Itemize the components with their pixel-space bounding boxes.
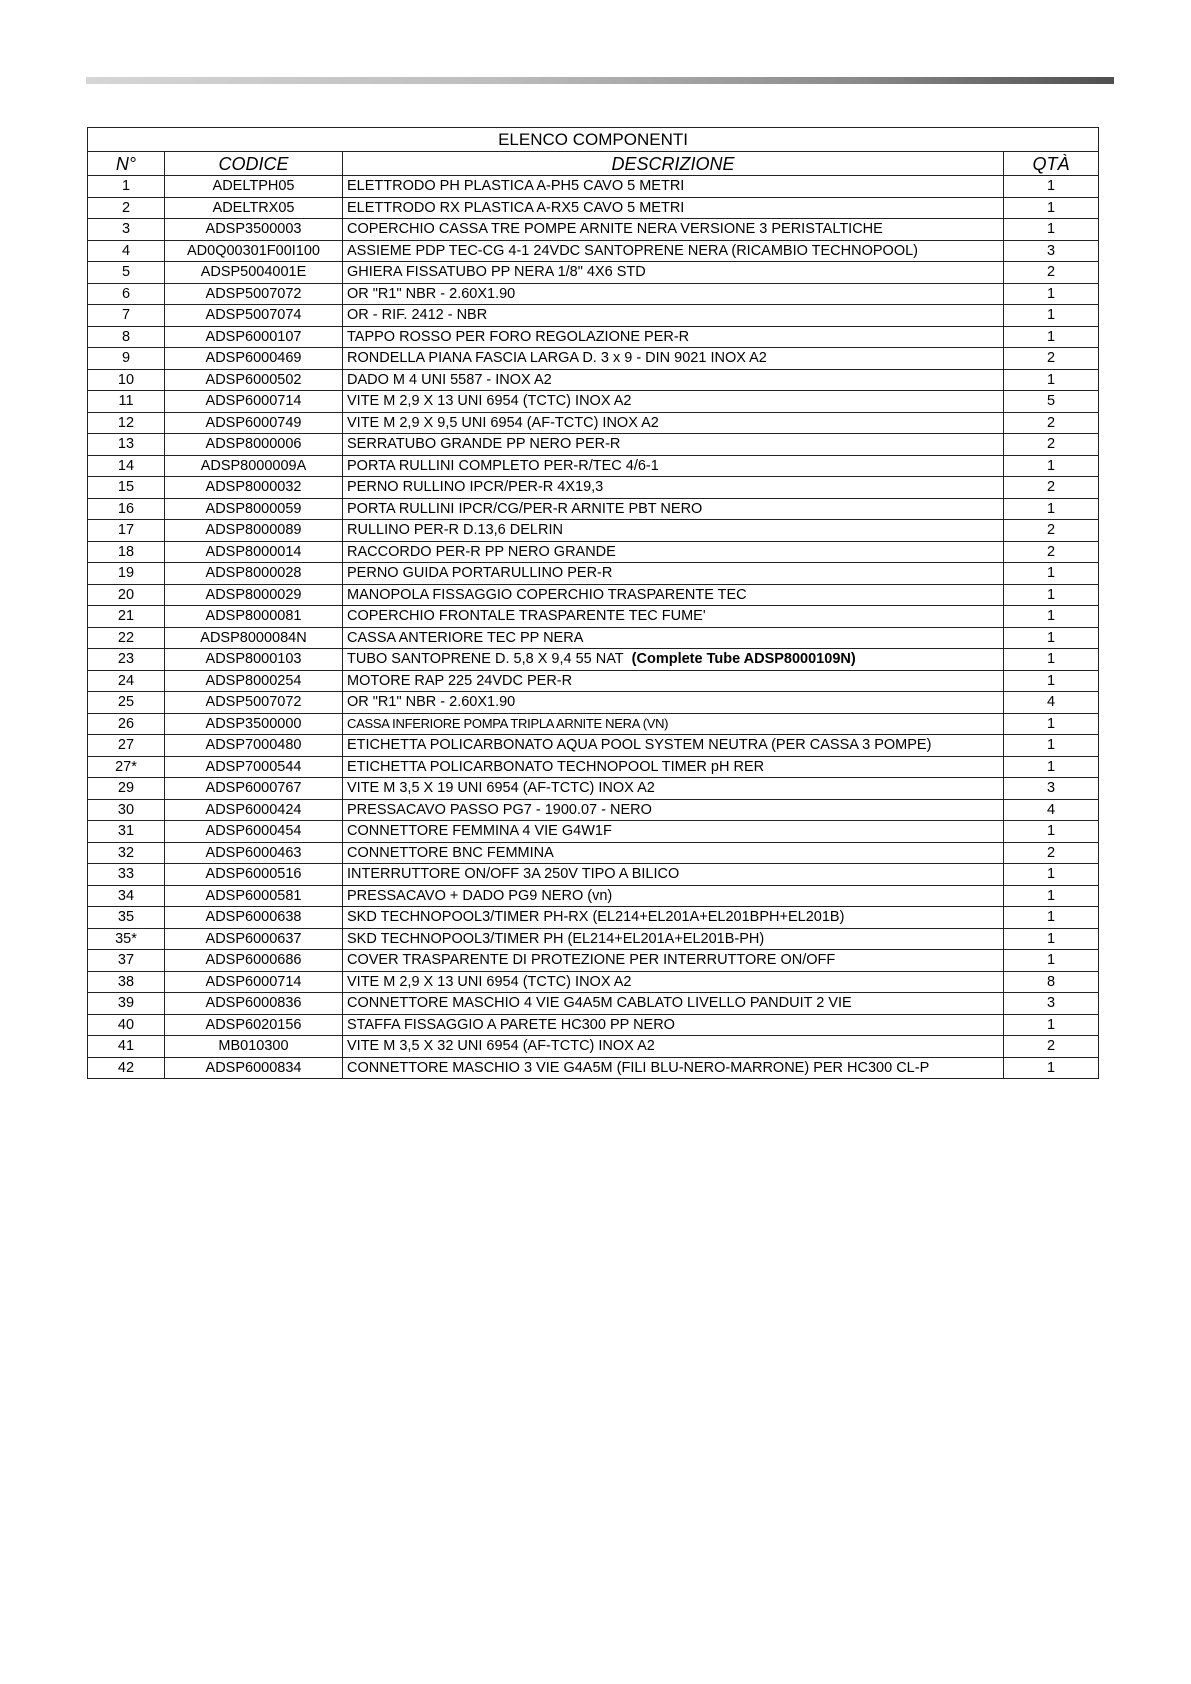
row-description (343, 799, 1004, 821)
row-description (343, 240, 1004, 262)
table-body (88, 176, 1099, 1079)
row-quantity: 1 (1004, 864, 1099, 886)
row-quantity: 4 (1004, 692, 1099, 714)
row-number: 1 (88, 176, 165, 198)
table-row (88, 262, 1099, 284)
row-quantity: 1 (1004, 756, 1099, 778)
row-description (343, 950, 1004, 972)
row-number: 24 (88, 670, 165, 692)
row-code: ADSP8000254 (165, 670, 343, 692)
row-description (343, 541, 1004, 563)
row-number: 33 (88, 864, 165, 886)
table-row (88, 584, 1099, 606)
row-description-text: OR - RIF. 2412 - NBR (347, 307, 488, 324)
row-description (343, 326, 1004, 348)
row-number: 29 (88, 778, 165, 800)
row-description-text: CASSA ANTERIORE TEC PP NERA (347, 629, 584, 646)
table-row (88, 606, 1099, 628)
row-code: ADSP6000686 (165, 950, 343, 972)
row-description-text: OR "R1" NBR - 2.60X1.90 (347, 285, 516, 302)
row-code: ADSP6020156 (165, 1014, 343, 1036)
row-code: ADSP8000084N (165, 627, 343, 649)
table-row (88, 1036, 1099, 1058)
row-description (343, 412, 1004, 434)
row-description-text: DADO M 4 UNI 5587 - INOX A2 (347, 371, 552, 388)
row-description (343, 928, 1004, 950)
table-row (88, 950, 1099, 972)
row-description-text: VITE M 2,9 X 13 UNI 6954 (TCTC) INOX A2 (347, 973, 632, 990)
row-number: 37 (88, 950, 165, 972)
row-quantity: 1 (1004, 713, 1099, 735)
row-description-text: CONNETTORE MASCHIO 3 VIE G4A5M (FILI BLU-NERO-MARRONE) PER HC300 CL-P (347, 1059, 930, 1076)
row-quantity: 1 (1004, 670, 1099, 692)
row-description-text: MANOPOLA FISSAGGIO COPERCHIO TRASPARENTE TEC (347, 586, 747, 603)
row-description-text: COPERCHIO CASSA TRE POMPE ARNITE NERA VERSIONE 3 PERISTALTICHE (347, 221, 883, 238)
table-row (88, 821, 1099, 843)
row-description-text: PRESSACAVO + DADO PG9 NERO (vn) (347, 887, 613, 904)
header-rule (86, 77, 1114, 84)
row-description (343, 1057, 1004, 1079)
table-row (88, 455, 1099, 477)
table-row (88, 391, 1099, 413)
row-description-text: STAFFA FISSAGGIO A PARETE HC300 PP NERO (347, 1016, 675, 1033)
row-description-note: (Complete Tube ADSP8000109N) (631, 651, 856, 668)
row-description-text: OR "R1" NBR - 2.60X1.90 (347, 694, 516, 711)
header-quantity: QTÀ (1004, 152, 1099, 176)
row-code: ADSP6000714 (165, 971, 343, 993)
table-row (88, 1014, 1099, 1036)
table-row (88, 520, 1099, 542)
row-description (343, 563, 1004, 585)
row-number: 9 (88, 348, 165, 370)
row-description (343, 498, 1004, 520)
row-number: 15 (88, 477, 165, 499)
row-description-text: RACCORDO PER-R PP NERO GRANDE (347, 543, 616, 560)
row-quantity: 1 (1004, 197, 1099, 219)
row-number: 25 (88, 692, 165, 714)
row-code: ADSP6000502 (165, 369, 343, 391)
row-code: MB010300 (165, 1036, 343, 1058)
table-row (88, 283, 1099, 305)
row-quantity: 2 (1004, 477, 1099, 499)
row-code: AD0Q00301F00I100 (165, 240, 343, 262)
table-row (88, 799, 1099, 821)
row-number: 4 (88, 240, 165, 262)
row-description (343, 219, 1004, 241)
row-description-text: PORTA RULLINI COMPLETO PER-R/TEC 4/6-1 (347, 457, 659, 474)
row-description (343, 1014, 1004, 1036)
row-number: 6 (88, 283, 165, 305)
row-quantity: 3 (1004, 778, 1099, 800)
row-description (343, 649, 1004, 671)
row-number: 35 (88, 907, 165, 929)
row-description (343, 477, 1004, 499)
table-row (88, 778, 1099, 800)
row-description-text: CONNETTORE FEMMINA 4 VIE G4W1F (347, 823, 612, 840)
row-number: 7 (88, 305, 165, 327)
row-code: ADSP7000544 (165, 756, 343, 778)
row-code: ADSP8000103 (165, 649, 343, 671)
row-quantity: 1 (1004, 369, 1099, 391)
row-quantity: 2 (1004, 541, 1099, 563)
row-description-text: COVER TRASPARENTE DI PROTEZIONE PER INTERRUTTORE ON/OFF (347, 952, 836, 969)
row-quantity: 1 (1004, 928, 1099, 950)
row-quantity: 1 (1004, 627, 1099, 649)
row-number: 13 (88, 434, 165, 456)
row-quantity: 1 (1004, 1057, 1099, 1079)
row-quantity: 1 (1004, 885, 1099, 907)
row-number: 39 (88, 993, 165, 1015)
row-code: ADSP6000424 (165, 799, 343, 821)
row-code: ADSP8000059 (165, 498, 343, 520)
table-row (88, 240, 1099, 262)
row-description (343, 971, 1004, 993)
row-code: ADSP6000454 (165, 821, 343, 843)
row-code: ADELTPH05 (165, 176, 343, 198)
row-quantity: 2 (1004, 412, 1099, 434)
row-description (343, 1036, 1004, 1058)
row-number: 10 (88, 369, 165, 391)
row-number: 27 (88, 735, 165, 757)
row-description-text: RULLINO PER-R D.13,6 DELRIN (347, 522, 563, 539)
row-quantity: 1 (1004, 326, 1099, 348)
row-quantity: 1 (1004, 305, 1099, 327)
table-row (88, 928, 1099, 950)
row-number: 31 (88, 821, 165, 843)
row-number: 41 (88, 1036, 165, 1058)
row-number: 17 (88, 520, 165, 542)
table-row (88, 412, 1099, 434)
row-description (343, 778, 1004, 800)
row-number: 30 (88, 799, 165, 821)
row-description (343, 369, 1004, 391)
table-row (88, 713, 1099, 735)
table-row (88, 670, 1099, 692)
table-row (88, 176, 1099, 198)
row-quantity: 3 (1004, 993, 1099, 1015)
row-description-text: ETICHETTA POLICARBONATO AQUA POOL SYSTEM NEUTRA (PER CASSA 3 POMPE) (347, 737, 932, 754)
row-description-text: SKD TECHNOPOOL3/TIMER PH-RX (EL214+EL201A+EL201BPH+EL201B) (347, 909, 845, 926)
row-description-text: RONDELLA PIANA FASCIA LARGA D. 3 x 9 - DIN 9021 INOX A2 (347, 350, 767, 367)
row-description-text: VITE M 3,5 X 32 UNI 6954 (AF-TCTC) INOX A2 (347, 1038, 655, 1055)
row-quantity: 2 (1004, 842, 1099, 864)
row-description (343, 520, 1004, 542)
row-description-text: ELETTRODO PH PLASTICA A-PH5 CAVO 5 METRI (347, 178, 685, 195)
table-row (88, 541, 1099, 563)
row-number: 22 (88, 627, 165, 649)
row-description (343, 821, 1004, 843)
row-description-text: GHIERA FISSATUBO PP NERA 1/8" 4X6 STD (347, 264, 646, 281)
row-number: 5 (88, 262, 165, 284)
row-code: ADSP8000006 (165, 434, 343, 456)
table-row (88, 348, 1099, 370)
row-description (343, 907, 1004, 929)
row-description-text: SKD TECHNOPOOL3/TIMER PH (EL214+EL201A+EL201B-PH) (347, 930, 765, 947)
row-description-text: SERRATUBO GRANDE PP NERO PER-R (347, 436, 621, 453)
row-quantity: 1 (1004, 821, 1099, 843)
row-code: ADSP6000463 (165, 842, 343, 864)
row-number: 27* (88, 756, 165, 778)
row-number: 18 (88, 541, 165, 563)
row-description (343, 176, 1004, 198)
row-code: ADSP6000638 (165, 907, 343, 929)
row-description (343, 197, 1004, 219)
table-row (88, 369, 1099, 391)
row-number: 35* (88, 928, 165, 950)
table-title: ELENCO COMPONENTI (88, 128, 1099, 152)
row-description-text: COPERCHIO FRONTALE TRASPARENTE TEC FUME' (347, 608, 706, 625)
row-quantity: 4 (1004, 799, 1099, 821)
row-description (343, 670, 1004, 692)
row-description-text: ASSIEME PDP TEC-CG 4-1 24VDC SANTOPRENE NERA (RICAMBIO TECHNOPOOL) (347, 242, 919, 259)
table-title-row (88, 128, 1099, 152)
table-row (88, 971, 1099, 993)
row-code: ADSP6000749 (165, 412, 343, 434)
row-code: ADSP6000107 (165, 326, 343, 348)
row-description (343, 391, 1004, 413)
row-number: 19 (88, 563, 165, 585)
row-description (343, 842, 1004, 864)
row-description (343, 348, 1004, 370)
table-row (88, 197, 1099, 219)
row-code: ADSP6000834 (165, 1057, 343, 1079)
row-code: ADSP6000637 (165, 928, 343, 950)
row-quantity: 1 (1004, 283, 1099, 305)
row-code: ADSP6000767 (165, 778, 343, 800)
row-description-text: VITE M 2,9 X 9,5 UNI 6954 (AF-TCTC) INOX A2 (347, 414, 659, 431)
row-number: 14 (88, 455, 165, 477)
row-quantity: 1 (1004, 950, 1099, 972)
row-quantity: 2 (1004, 520, 1099, 542)
row-number: 12 (88, 412, 165, 434)
row-quantity: 2 (1004, 348, 1099, 370)
table-row (88, 498, 1099, 520)
row-quantity: 1 (1004, 649, 1099, 671)
table-row (88, 649, 1099, 671)
row-description-text: PERNO GUIDA PORTARULLINO PER-R (347, 565, 613, 582)
row-code: ADSP6000581 (165, 885, 343, 907)
row-description-text: CONNETTORE MASCHIO 4 VIE G4A5M CABLATO LIVELLO PANDUIT 2 VIE (347, 995, 852, 1012)
row-number: 26 (88, 713, 165, 735)
row-description-text: INTERRUTTORE ON/OFF 3A 250V TIPO A BILICO (347, 866, 680, 883)
row-code: ADSP8000029 (165, 584, 343, 606)
row-number: 8 (88, 326, 165, 348)
row-quantity: 1 (1004, 498, 1099, 520)
row-quantity: 3 (1004, 240, 1099, 262)
table-row (88, 1057, 1099, 1079)
table-row (88, 434, 1099, 456)
table-row (88, 692, 1099, 714)
row-number: 38 (88, 971, 165, 993)
table-row (88, 993, 1099, 1015)
row-description (343, 606, 1004, 628)
row-description (343, 627, 1004, 649)
row-description (343, 993, 1004, 1015)
row-description-text: MOTORE RAP 225 24VDC PER-R (347, 672, 573, 689)
row-description-text: PRESSACAVO PASSO PG7 - 1900.07 - NERO (347, 801, 652, 818)
row-number: 16 (88, 498, 165, 520)
table-row (88, 627, 1099, 649)
row-number: 21 (88, 606, 165, 628)
table-row (88, 563, 1099, 585)
row-description (343, 885, 1004, 907)
table-row (88, 864, 1099, 886)
table-row (88, 219, 1099, 241)
row-code: ADSP6000516 (165, 864, 343, 886)
row-code: ADSP6000836 (165, 993, 343, 1015)
row-quantity: 5 (1004, 391, 1099, 413)
row-quantity: 8 (1004, 971, 1099, 993)
table-row (88, 842, 1099, 864)
row-quantity: 1 (1004, 1014, 1099, 1036)
row-description (343, 756, 1004, 778)
row-description-text: ETICHETTA POLICARBONATO TECHNOPOOL TIMER pH RER (347, 758, 765, 775)
row-description (343, 864, 1004, 886)
row-code: ADELTRX05 (165, 197, 343, 219)
row-number: 3 (88, 219, 165, 241)
row-code: ADSP8000089 (165, 520, 343, 542)
row-quantity: 1 (1004, 563, 1099, 585)
table-row (88, 907, 1099, 929)
row-code: ADSP8000028 (165, 563, 343, 585)
row-quantity: 2 (1004, 262, 1099, 284)
row-quantity: 1 (1004, 907, 1099, 929)
row-number: 32 (88, 842, 165, 864)
row-number: 2 (88, 197, 165, 219)
row-code: ADSP5007072 (165, 283, 343, 305)
row-description-text: TUBO SANTOPRENE D. 5,8 X 9,4 55 NAT (347, 651, 624, 668)
table-row (88, 326, 1099, 348)
header-number: N° (88, 152, 165, 176)
table-row (88, 735, 1099, 757)
row-description (343, 434, 1004, 456)
row-description (343, 455, 1004, 477)
row-code: ADSP8000014 (165, 541, 343, 563)
row-description-text: PORTA RULLINI IPCR/CG/PER-R ARNITE PBT NERO (347, 500, 703, 517)
row-description (343, 713, 1004, 735)
row-code: ADSP8000081 (165, 606, 343, 628)
row-number: 42 (88, 1057, 165, 1079)
table-row (88, 305, 1099, 327)
row-number: 20 (88, 584, 165, 606)
row-code: ADSP3500003 (165, 219, 343, 241)
row-quantity: 2 (1004, 1036, 1099, 1058)
row-code: ADSP7000480 (165, 735, 343, 757)
row-description-text: VITE M 3,5 X 19 UNI 6954 (AF-TCTC) INOX A2 (347, 780, 655, 797)
row-quantity: 1 (1004, 606, 1099, 628)
row-description (343, 305, 1004, 327)
row-description-text: CASSA INFERIORE POMPA TRIPLA ARNITE NERA (VN) (347, 715, 669, 731)
row-description (343, 584, 1004, 606)
row-description-text: VITE M 2,9 X 13 UNI 6954 (TCTC) INOX A2 (347, 393, 632, 410)
row-quantity: 1 (1004, 735, 1099, 757)
row-quantity: 1 (1004, 584, 1099, 606)
row-description (343, 283, 1004, 305)
row-description (343, 735, 1004, 757)
row-code: ADSP3500000 (165, 713, 343, 735)
components-table (87, 127, 1099, 1079)
row-code: ADSP8000009A (165, 455, 343, 477)
row-description-text: PERNO RULLINO IPCR/PER-R 4X19,3 (347, 479, 604, 496)
row-number: 23 (88, 649, 165, 671)
row-code: ADSP5007072 (165, 692, 343, 714)
table-row (88, 756, 1099, 778)
row-description (343, 262, 1004, 284)
row-code: ADSP8000032 (165, 477, 343, 499)
row-quantity: 1 (1004, 176, 1099, 198)
header-code: CODICE (165, 152, 343, 176)
row-quantity: 2 (1004, 434, 1099, 456)
table-row (88, 477, 1099, 499)
row-number: 11 (88, 391, 165, 413)
row-quantity: 1 (1004, 455, 1099, 477)
row-code: ADSP6000714 (165, 391, 343, 413)
row-description (343, 692, 1004, 714)
row-description-text: CONNETTORE BNC FEMMINA (347, 844, 554, 861)
row-description-text: ELETTRODO RX PLASTICA A-RX5 CAVO 5 METRI (347, 199, 685, 216)
row-quantity: 1 (1004, 219, 1099, 241)
table-row (88, 885, 1099, 907)
row-code: ADSP6000469 (165, 348, 343, 370)
table-header-row (88, 152, 1099, 176)
header-description: DESCRIZIONE (343, 152, 1004, 176)
row-code: ADSP5004001E (165, 262, 343, 284)
row-number: 34 (88, 885, 165, 907)
row-description-text: TAPPO ROSSO PER FORO REGOLAZIONE PER-R (347, 328, 690, 345)
row-number: 40 (88, 1014, 165, 1036)
row-code: ADSP5007074 (165, 305, 343, 327)
